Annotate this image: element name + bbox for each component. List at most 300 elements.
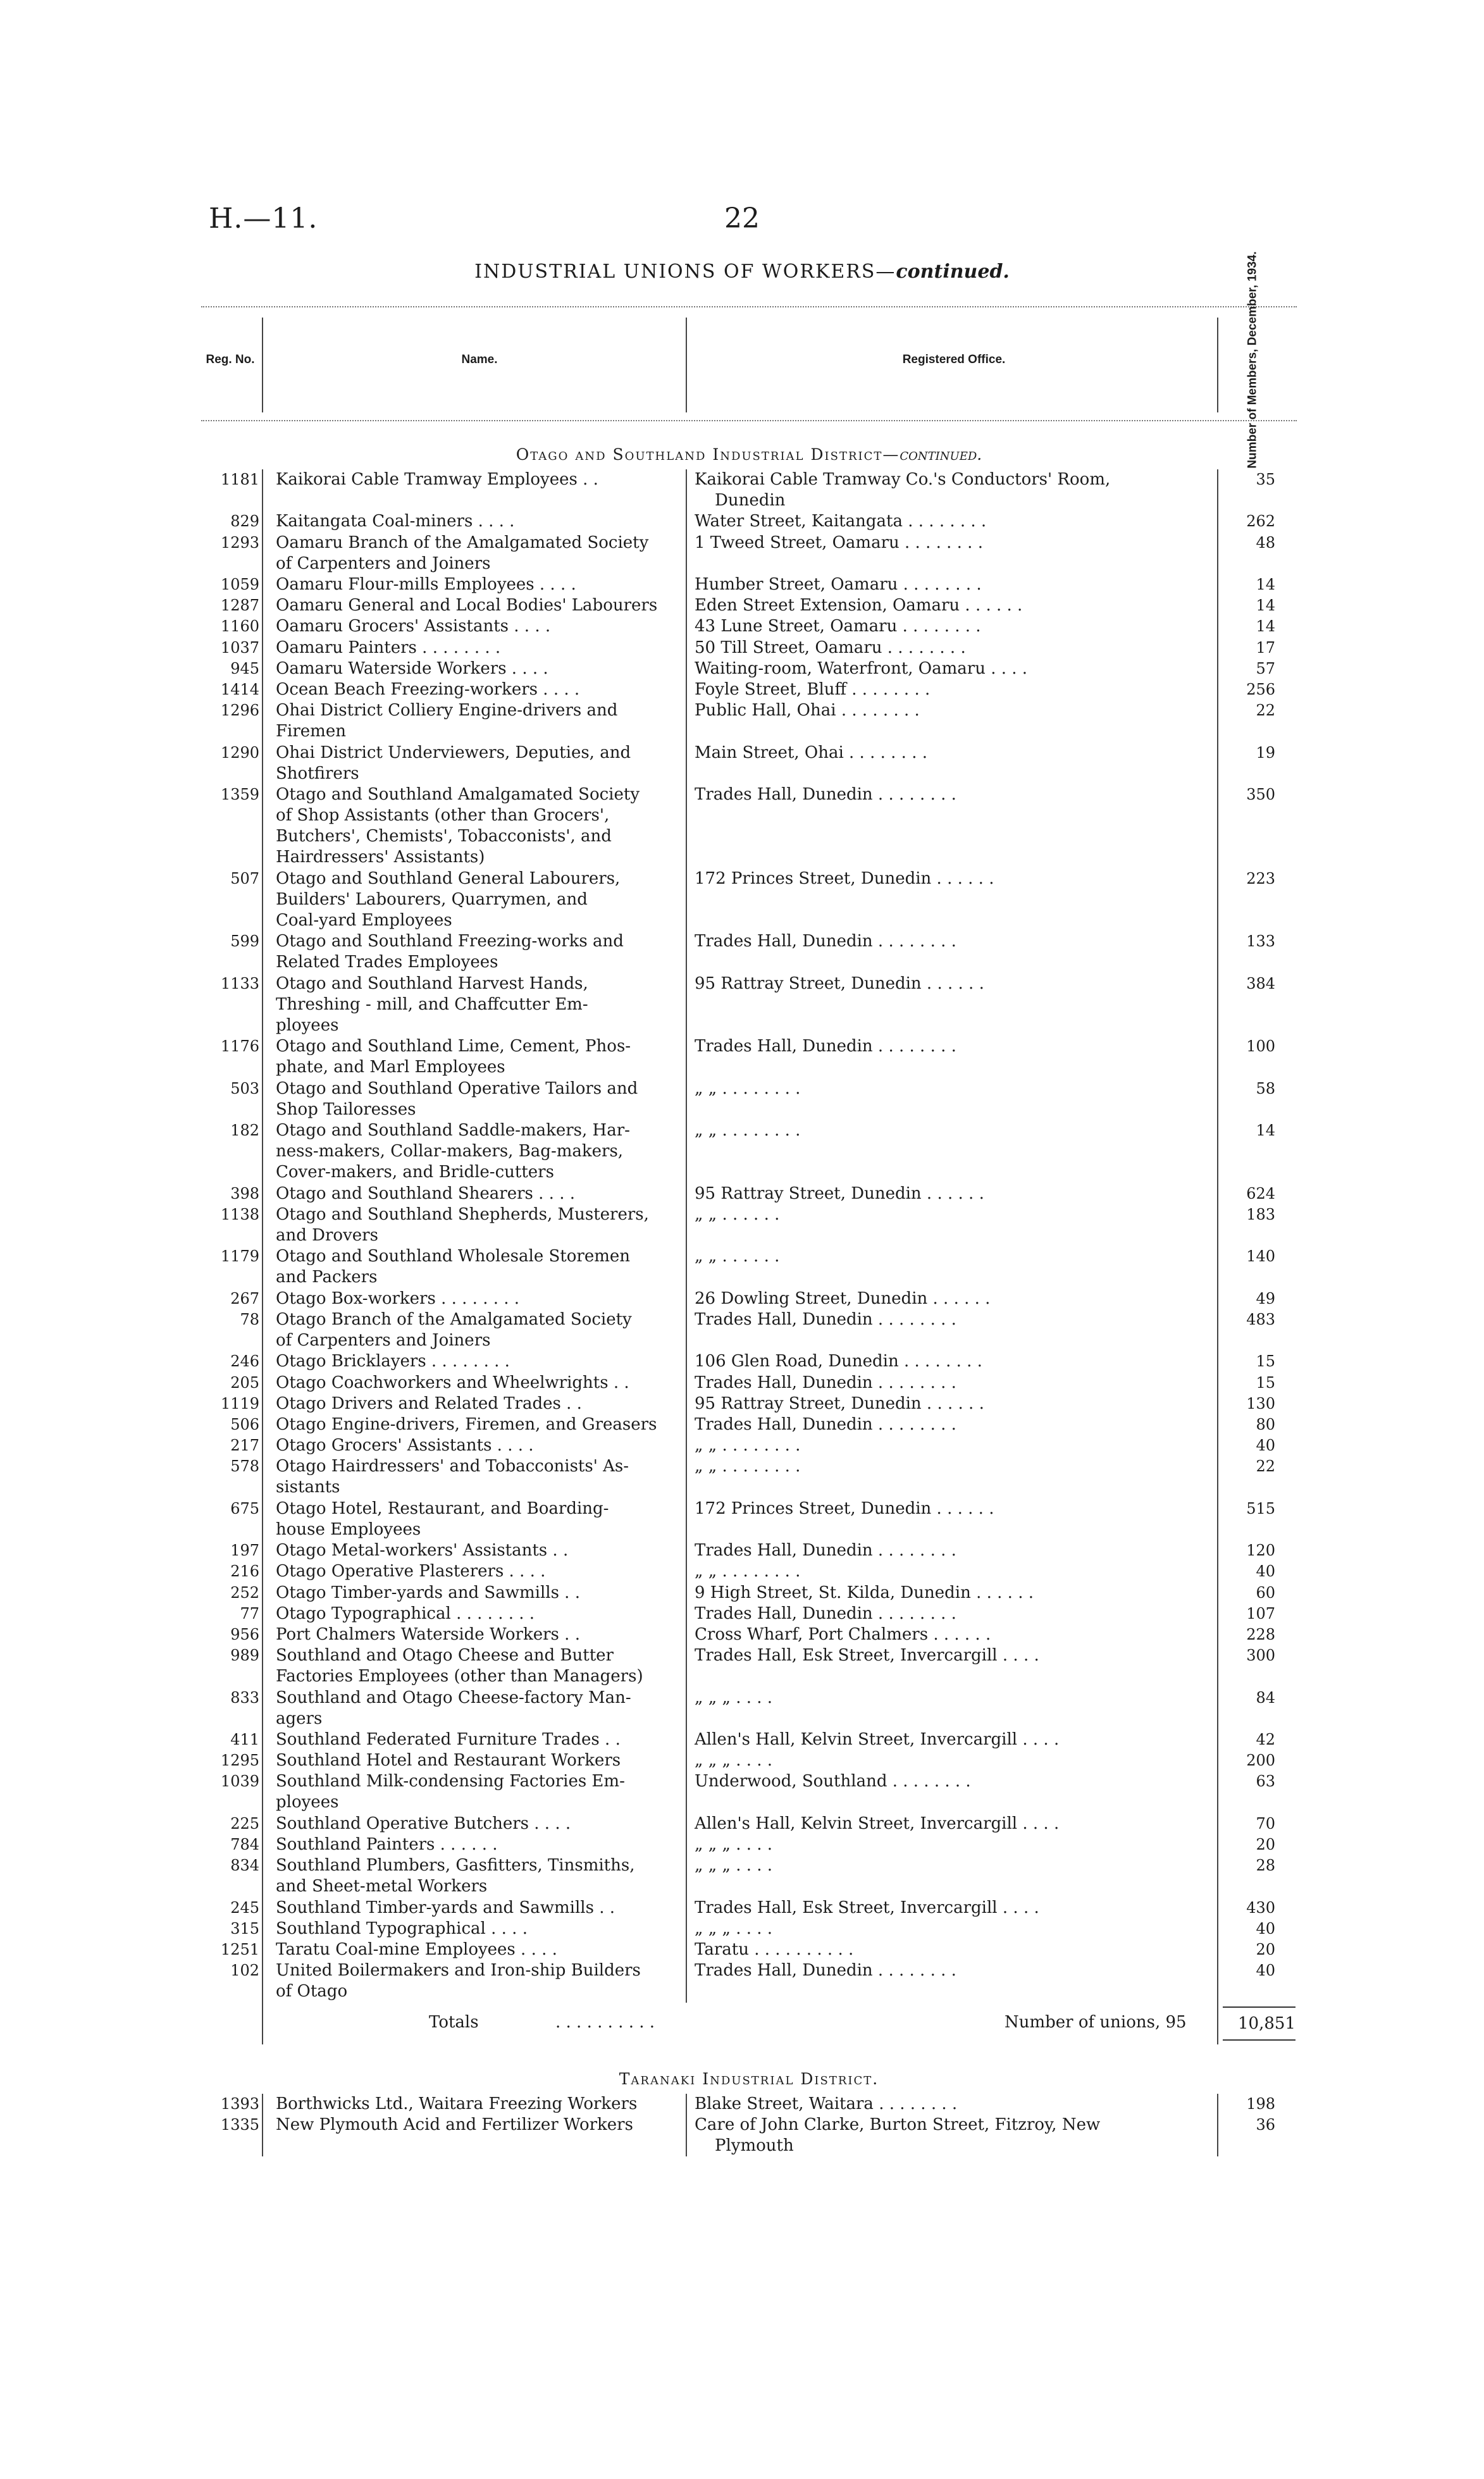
- member-count: 183: [1246, 1206, 1275, 1223]
- registered-office-line: Water Street, Kaitangata . . . . . . . .: [695, 512, 987, 531]
- union-name: [276, 1184, 687, 1204]
- member-count: 70: [1256, 1814, 1275, 1833]
- union-name-line: Otago Grocers' Assistants . . . .: [276, 1436, 534, 1456]
- union-name-line: Oamaru Branch of the Amalgamated Society: [276, 533, 649, 552]
- union-name-line: Kaikorai Cable Tramway Employees . .: [276, 470, 598, 489]
- union-name-line: and Packers: [276, 1268, 378, 1287]
- registered-office-line: Dunedin: [715, 491, 786, 510]
- member-count: 430: [1246, 1898, 1275, 1917]
- union-name: [276, 638, 687, 658]
- table-row: [201, 1309, 1297, 1351]
- registered-office-line: 106 Glen Road, Dunedin . . . . . . . .: [695, 1352, 982, 1371]
- table-row: [201, 1583, 1297, 1604]
- union-name-line: of Carpenters and Joiners: [276, 553, 491, 573]
- union-name-line: United Boilermakers and Iron-ship Builders: [276, 1961, 641, 1981]
- union-name-line: Otago and Southland Shearers . . . .: [276, 1184, 576, 1203]
- union-name: [276, 1729, 687, 1750]
- member-count: 384: [1246, 974, 1275, 992]
- table-row: [201, 974, 1297, 1037]
- table-row: [201, 1246, 1297, 1288]
- union-name: [276, 1960, 687, 2002]
- registered-office-line: „ „ . . . . . . . .: [695, 1079, 801, 1098]
- table-row: [201, 700, 1297, 742]
- document-reference: H.—11.: [209, 202, 318, 235]
- union-name-line: Oamaru Grocers' Assistants . . . .: [276, 617, 551, 636]
- union-name-line: Otago and Southland General Labourers,: [276, 869, 621, 888]
- member-count: 15: [1256, 1352, 1275, 1371]
- table-row: [201, 1351, 1297, 1372]
- table-row: [201, 533, 1297, 574]
- registered-office-line: 172 Princes Street, Dunedin . . . . . .: [695, 1499, 994, 1518]
- union-name-line: Taratu Coal-mine Employees . . . .: [276, 1940, 557, 1959]
- registered-office-line: Main Street, Ohai . . . . . . . .: [695, 743, 927, 762]
- union-name: [276, 1540, 687, 1561]
- member-count: 483: [1246, 1311, 1275, 1328]
- registered-office-line: Trades Hall, Dunedin . . . . . . . .: [695, 1415, 956, 1434]
- column-divider: [1217, 2094, 1218, 2157]
- union-name-line: Port Chalmers Waterside Workers . .: [276, 1625, 580, 1644]
- table-row: [201, 1289, 1297, 1309]
- union-name: [276, 595, 687, 616]
- reg-number: 1335: [220, 2115, 259, 2134]
- union-name-line: Otago Operative Plasterers . . . .: [276, 1562, 546, 1581]
- member-count: 20: [1256, 1941, 1275, 1958]
- member-count: 100: [1246, 1037, 1275, 1056]
- union-name-line: Otago and Southland Freezing-works and: [276, 932, 624, 951]
- table-row: [201, 574, 1297, 595]
- reg-number: 1176: [220, 1037, 259, 1056]
- table-row: [201, 658, 1297, 679]
- table-row: [201, 1814, 1297, 1834]
- column-header-name: Name.: [461, 353, 498, 367]
- reg-number: 1133: [220, 974, 259, 992]
- union-name: [276, 658, 687, 679]
- reg-number: 956: [230, 1626, 259, 1643]
- table-row: [201, 638, 1297, 658]
- union-name: [276, 2115, 687, 2136]
- union-name-line: Factories Employees (other than Managers): [276, 1667, 643, 1686]
- registered-office-line: 1 Tweed Street, Oamaru . . . . . . . .: [695, 533, 983, 552]
- reg-number: 834: [230, 1857, 259, 1875]
- reg-number: 246: [230, 1352, 259, 1371]
- union-name-line: Otago Bricklayers . . . . . . . .: [276, 1352, 510, 1371]
- union-name: [276, 1351, 687, 1372]
- registered-office-line: Trades Hall, Dunedin . . . . . . . .: [695, 932, 956, 951]
- union-name-line: and Sheet-metal Workers: [276, 1877, 488, 1896]
- member-count: 63: [1256, 1772, 1275, 1791]
- registered-office-line: „ „ . . . . . . . .: [695, 1121, 801, 1141]
- registered-office-line: „ „ . . . . . . . .: [695, 1457, 801, 1476]
- table-row: [201, 1729, 1297, 1750]
- union-name-line: house Employees: [276, 1519, 421, 1539]
- member-count: 14: [1256, 1122, 1275, 1140]
- table-row: [201, 511, 1297, 532]
- union-name: [276, 1624, 687, 1645]
- union-name-line: Southland Painters . . . . . .: [276, 1835, 498, 1854]
- table-row: [201, 1561, 1297, 1582]
- table-row: [201, 1435, 1297, 1456]
- member-count: 40: [1256, 1562, 1275, 1581]
- member-count: 223: [1246, 869, 1275, 887]
- union-name: [276, 1604, 687, 1624]
- union-name-line: Southland Federated Furniture Trades . .: [276, 1730, 621, 1749]
- member-count: 300: [1246, 1647, 1275, 1665]
- union-name-line: Ohai District Underviewers, Deputies, and: [276, 743, 631, 762]
- reg-number: 1119: [220, 1394, 259, 1413]
- page-number: 22: [724, 202, 760, 235]
- reg-number: 1359: [220, 786, 259, 803]
- union-name-line: Threshing - mill, and Chaffcutter Em-: [276, 994, 588, 1014]
- member-count: 140: [1246, 1247, 1275, 1266]
- registered-office-line: Plymouth: [715, 2136, 794, 2155]
- reg-number: 1293: [220, 533, 259, 552]
- union-name: [276, 974, 687, 1036]
- table-row: [201, 1373, 1297, 1394]
- registered-office-line: 26 Dowling Street, Dunedin . . . . . .: [695, 1289, 991, 1308]
- union-name-line: Hairdressers' Assistants): [276, 848, 485, 867]
- table-row: [201, 2094, 1297, 2115]
- member-count: 58: [1256, 1079, 1275, 1097]
- member-count: 14: [1256, 576, 1275, 593]
- member-count: 42: [1256, 1731, 1275, 1748]
- registered-office-line: Trades Hall, Esk Street, Invercargill . . . .: [695, 1898, 1039, 1917]
- reg-number: 1138: [220, 1206, 259, 1223]
- reg-number: 1295: [220, 1752, 259, 1770]
- union-name-line: Otago Drivers and Related Trades . .: [276, 1394, 582, 1413]
- member-count: 48: [1256, 533, 1275, 552]
- column-divider: [262, 469, 263, 2044]
- registered-office-line: „ „ „ . . . .: [695, 1856, 773, 1876]
- union-name: [276, 1561, 687, 1582]
- reg-number: 784: [230, 1836, 259, 1853]
- reg-number: 1181: [220, 471, 259, 488]
- registered-office-line: Waiting-room, Waterfront, Oamaru . . . .: [695, 658, 1028, 678]
- reg-number: 315: [230, 1919, 259, 1938]
- registered-office-line: Trades Hall, Dunedin . . . . . . . .: [695, 1373, 956, 1392]
- reg-number: 506: [230, 1416, 259, 1433]
- union-name: [276, 533, 687, 574]
- registered-office-line: Blake Street, Waitara . . . . . . . .: [695, 2094, 958, 2113]
- union-name: [276, 1309, 687, 1351]
- column-header-members: Number of Members, December, 1934.: [1246, 251, 1259, 469]
- reg-number: 217: [230, 1437, 259, 1455]
- union-name: [276, 1645, 687, 1687]
- table-row: [201, 1204, 1297, 1246]
- member-count: 228: [1246, 1626, 1275, 1643]
- registered-office-line: Trades Hall, Dunedin . . . . . . . .: [695, 785, 956, 804]
- reg-number: 1059: [220, 576, 259, 593]
- union-name-line: Firemen: [276, 722, 346, 741]
- member-count: 80: [1256, 1416, 1275, 1433]
- member-count: 28: [1256, 1857, 1275, 1875]
- union-name: [276, 1289, 687, 1309]
- union-name-line: Otago and Southland Wholesale Storemen: [276, 1247, 631, 1266]
- total-members: 10,851: [1223, 2006, 1295, 2041]
- table-row: [201, 1079, 1297, 1120]
- table-row: [201, 1855, 1297, 1897]
- union-name: [276, 1499, 687, 1540]
- table-row: [201, 2115, 1297, 2156]
- reg-number: 398: [230, 1184, 259, 1202]
- union-name-line: Otago Metal-workers' Assistants . .: [276, 1541, 569, 1561]
- member-count: 57: [1256, 659, 1275, 677]
- union-name: [276, 1435, 687, 1456]
- union-name-line: Otago Timber-yards and Sawmills . .: [276, 1583, 580, 1602]
- union-name-line: Shotfirers: [276, 763, 359, 783]
- reg-number: 77: [240, 1604, 259, 1623]
- union-name: [276, 1373, 687, 1394]
- table-row: [201, 616, 1297, 637]
- totals-label: Totals: [429, 2012, 479, 2032]
- reg-number: 182: [230, 1122, 259, 1140]
- registered-office-line: Humber Street, Oamaru . . . . . . . .: [695, 575, 982, 594]
- registered-office-line: Trades Hall, Dunedin . . . . . . . .: [695, 1541, 956, 1561]
- union-name-line: Southland Timber-yards and Sawmills . .: [276, 1898, 615, 1917]
- registered-office-line: Trades Hall, Dunedin . . . . . . . .: [695, 1961, 956, 1981]
- union-name: [276, 1456, 687, 1498]
- member-count: 14: [1256, 597, 1275, 615]
- union-name-line: Otago Coachworkers and Wheelwrights . .: [276, 1373, 629, 1392]
- member-count: 60: [1256, 1583, 1275, 1602]
- union-name: [276, 1771, 687, 1813]
- union-name-line: sistants: [276, 1478, 340, 1497]
- registered-office-line: Trades Hall, Dunedin . . . . . . . .: [695, 1310, 956, 1329]
- union-name: [276, 1583, 687, 1604]
- union-name-line: Southland and Otago Cheese-factory Man-: [276, 1688, 631, 1707]
- column-header-reg-no: Reg. No.: [206, 353, 255, 367]
- union-name-line: Butchers', Chemists', Tobacconists', and: [276, 827, 612, 846]
- registered-office-line: „ „ . . . . . . . .: [695, 1562, 801, 1581]
- section-heading: [201, 445, 1297, 464]
- union-name-line: of Otago: [276, 1982, 348, 2001]
- table-row: [201, 595, 1297, 616]
- union-name-line: Related Trades Employees: [276, 953, 498, 972]
- union-name: [276, 574, 687, 595]
- registered-office-line: 95 Rattray Street, Dunedin . . . . . .: [695, 1394, 984, 1413]
- union-name: [276, 1688, 687, 1729]
- table-row: [201, 1540, 1297, 1561]
- registered-office-line: 9 High Street, St. Kilda, Dunedin . . . . . .: [695, 1583, 1034, 1602]
- reg-number: 1039: [220, 1772, 259, 1791]
- union-name-line: Southland and Otago Cheese and Butter: [276, 1646, 614, 1666]
- union-name-line: agers: [276, 1709, 323, 1728]
- union-name: [276, 1855, 687, 1897]
- member-count: 14: [1256, 617, 1275, 636]
- table-row: [201, 1036, 1297, 1078]
- registered-office-line: Trades Hall, Dunedin . . . . . . . .: [695, 1037, 956, 1056]
- union-name: [276, 784, 687, 868]
- union-name-line: ness-makers, Collar-makers, Bag-makers,: [276, 1142, 624, 1161]
- registered-office-line: „ „ „ . . . .: [695, 1751, 773, 1771]
- table-row: [201, 1688, 1297, 1729]
- registered-office-line: 43 Lune Street, Oamaru . . . . . . . .: [695, 617, 981, 636]
- union-name: [276, 1750, 687, 1771]
- registered-office-line: Cross Wharf, Port Chalmers . . . . . .: [695, 1625, 991, 1644]
- union-name-line: Coal-yard Employees: [276, 910, 452, 930]
- member-count: 84: [1256, 1688, 1275, 1707]
- registered-office-line: Allen's Hall, Kelvin Street, Invercargill . . . .: [695, 1730, 1060, 1749]
- union-name-line: Oamaru Painters . . . . . . . .: [276, 638, 501, 657]
- section-heading-text: Taranaki Industrial District.: [619, 2069, 879, 2088]
- member-count: 40: [1256, 1437, 1275, 1455]
- table-row: [201, 743, 1297, 784]
- union-name-line: Otago Hairdressers' and Tobacconists' As-: [276, 1457, 629, 1476]
- reg-number: 205: [230, 1373, 259, 1392]
- member-count: 35: [1256, 471, 1275, 488]
- union-name: [276, 700, 687, 742]
- table-row: [201, 679, 1297, 700]
- registered-office-line: „ „ . . . . . .: [695, 1247, 780, 1266]
- member-count: 19: [1256, 743, 1275, 762]
- table-row: [201, 1456, 1297, 1498]
- member-count: 200: [1246, 1752, 1275, 1770]
- union-name-line: ployees: [276, 1015, 339, 1035]
- union-name-line: Builders' Labourers, Quarrymen, and: [276, 889, 588, 909]
- union-name-line: Otago Engine-drivers, Firemen, and Greasers: [276, 1415, 657, 1434]
- reg-number: 989: [230, 1647, 259, 1665]
- registered-office-line: Trades Hall, Dunedin . . . . . . . .: [695, 1604, 956, 1623]
- union-name: [276, 2094, 687, 2115]
- union-name: [276, 931, 687, 973]
- union-name-line: Oamaru Flour-mills Employees . . . .: [276, 575, 576, 594]
- union-name: [276, 1120, 687, 1183]
- member-count: 40: [1256, 1919, 1275, 1938]
- member-count: 22: [1256, 702, 1275, 720]
- union-name-line: of Shop Assistants (other than Grocers',: [276, 806, 610, 825]
- reg-number: 1251: [220, 1941, 259, 1958]
- registered-office-line: „ „ „ . . . .: [695, 1919, 773, 1938]
- table-row: [201, 1645, 1297, 1687]
- registered-office-line: Trades Hall, Esk Street, Invercargill . . . .: [695, 1646, 1039, 1666]
- table-row: [201, 869, 1297, 932]
- member-count: 624: [1246, 1184, 1275, 1202]
- member-count: 133: [1246, 932, 1275, 951]
- reg-number: 267: [230, 1289, 259, 1308]
- member-count: 198: [1246, 2094, 1275, 2113]
- reg-number: 599: [230, 932, 259, 951]
- reg-number: 252: [230, 1583, 259, 1602]
- table-row: [201, 1919, 1297, 1939]
- union-name-line: Otago Branch of the Amalgamated Society: [276, 1310, 632, 1329]
- table-row: [201, 1960, 1297, 2002]
- reg-number: 578: [230, 1457, 259, 1476]
- union-name: [276, 743, 687, 784]
- reg-number: 1287: [220, 597, 259, 615]
- table-row: [201, 1120, 1297, 1184]
- reg-number: 945: [230, 659, 259, 677]
- union-name-line: Ocean Beach Freezing-workers . . . .: [276, 680, 580, 699]
- table-row: [201, 1499, 1297, 1540]
- member-count: 22: [1256, 1457, 1275, 1476]
- section-heading-text: Otago and Southland Industrial District—: [516, 445, 900, 464]
- registered-office-line: „ „ „ . . . .: [695, 1688, 773, 1707]
- union-name-line: Southland Operative Butchers . . . .: [276, 1814, 571, 1833]
- table-row: [201, 1834, 1297, 1855]
- header-divider: [1217, 318, 1218, 412]
- member-count: 256: [1246, 681, 1275, 698]
- member-count: 130: [1246, 1394, 1275, 1413]
- member-count: 515: [1246, 1499, 1275, 1518]
- reg-number: 1296: [220, 702, 259, 720]
- union-name-line: Oamaru Waterside Workers . . . .: [276, 658, 548, 678]
- reg-number: 102: [230, 1962, 259, 1980]
- registered-office-line: „ „ . . . . . .: [695, 1205, 780, 1224]
- header-bottom-rule: [201, 420, 1297, 421]
- number-of-unions: Number of unions, 95: [1005, 2012, 1187, 2032]
- registered-office-line: Eden Street Extension, Oamaru . . . . . .: [695, 596, 1023, 615]
- totals-dots: . . . . . . . . . .: [555, 2012, 655, 2032]
- union-name-line: Otago Hotel, Restaurant, and Boarding-: [276, 1499, 609, 1518]
- union-name-line: phate, and Marl Employees: [276, 1058, 505, 1077]
- union-name-line: and Drovers: [276, 1226, 378, 1245]
- union-name-line: Ohai District Colliery Engine-drivers and: [276, 701, 618, 720]
- member-count: 49: [1256, 1289, 1275, 1308]
- reg-number: 245: [230, 1898, 259, 1917]
- table-row: [201, 1771, 1297, 1813]
- reg-number: 507: [230, 869, 259, 887]
- registered-office-line: „ „ „ . . . .: [695, 1835, 773, 1854]
- union-name-line: New Plymouth Acid and Fertilizer Workers: [276, 2115, 633, 2134]
- union-name: [276, 869, 687, 931]
- reg-number: 1393: [220, 2094, 259, 2113]
- table-row: [201, 1184, 1297, 1204]
- reg-number: 1160: [220, 617, 259, 636]
- registered-office-line: Kaikorai Cable Tramway Co.'s Conductors' Room,: [695, 470, 1111, 489]
- union-name: [276, 469, 687, 490]
- table-row: [201, 784, 1297, 869]
- union-name: [276, 1204, 687, 1246]
- registered-office-line: 95 Rattray Street, Dunedin . . . . . .: [695, 974, 984, 993]
- union-name-line: Southland Milk-condensing Factories Em-: [276, 1772, 625, 1791]
- union-name-line: of Carpenters and Joiners: [276, 1331, 491, 1350]
- registered-office-line: „ „ . . . . . . . .: [695, 1436, 801, 1456]
- column-divider: [1217, 469, 1218, 2044]
- member-count: 120: [1246, 1542, 1275, 1560]
- member-count: 15: [1256, 1373, 1275, 1392]
- union-name: [276, 1919, 687, 1939]
- table-row: [201, 1898, 1297, 1919]
- union-name-line: Oamaru General and Local Bodies' Labourers: [276, 596, 658, 615]
- table-row: [201, 469, 1297, 511]
- reg-number: 411: [230, 1731, 259, 1748]
- union-name: [276, 1036, 687, 1078]
- member-count: 20: [1256, 1836, 1275, 1853]
- member-count: 350: [1246, 786, 1275, 803]
- header-divider: [262, 318, 263, 412]
- column-divider: [686, 469, 687, 2003]
- table-row: [201, 1414, 1297, 1435]
- union-name-line: Otago Box-workers . . . . . . . .: [276, 1289, 520, 1308]
- union-name: [276, 511, 687, 532]
- column-header-office: Registered Office.: [902, 353, 1006, 367]
- union-name-line: Southland Hotel and Restaurant Workers: [276, 1751, 621, 1771]
- table-row: [201, 1604, 1297, 1624]
- table-row: [201, 1624, 1297, 1645]
- reg-number: 1414: [220, 681, 259, 698]
- page-title: INDUSTRIAL UNIONS OF WORKERS—continued.: [474, 261, 1010, 283]
- column-divider: [262, 2094, 263, 2157]
- union-name-line: Otago and Southland Operative Tailors and: [276, 1079, 638, 1098]
- member-count: 17: [1256, 638, 1275, 657]
- table-row: [201, 1939, 1297, 1960]
- union-name: [276, 1814, 687, 1834]
- registered-office-line: Foyle Street, Bluff . . . . . . . .: [695, 680, 931, 699]
- header-divider: [686, 318, 687, 412]
- union-name-line: Otago and Southland Shepherds, Musterers,: [276, 1205, 649, 1224]
- union-name-line: Otago and Southland Saddle-makers, Har-: [276, 1121, 630, 1141]
- union-name-line: Southland Typographical . . . .: [276, 1919, 528, 1938]
- union-name: [276, 679, 687, 700]
